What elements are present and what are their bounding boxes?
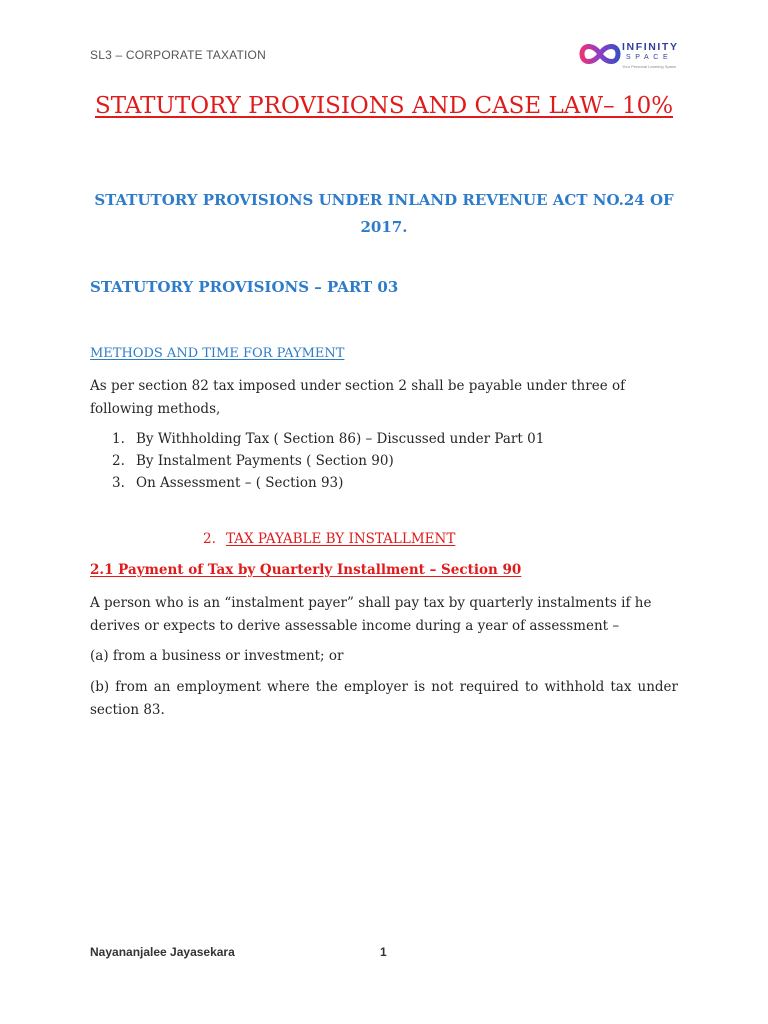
methods-heading: METHODS AND TIME FOR PAYMENT [90, 346, 345, 361]
infinity-icon [578, 40, 622, 68]
list-item: 2. By Instalment Payments ( Section 90) [112, 453, 394, 469]
section-2-heading: 2. TAX PAYABLE BY INSTALLMENT [203, 531, 456, 547]
footer-author: Nayananjalee Jayasekara [90, 945, 235, 959]
logo-subtitle: SPACE [626, 54, 673, 61]
methods-intro-paragraph: As per section 82 tax imposed under section 2 shall be payable under three of following methods, [90, 378, 626, 417]
part-heading: STATUTORY PROVISIONS – PART 03 [90, 278, 399, 296]
clause-b: (b) from an employment where the employer is not required to withhold tax under section 83. [90, 679, 678, 718]
document-title: STATUTORY PROVISIONS AND CASE LAW– 10% [94, 93, 674, 119]
list-item: 3. On Assessment – ( Section 93) [112, 475, 344, 491]
methods-list [112, 428, 544, 494]
section-2-1-heading: 2.1 Payment of Tax by Quarterly Installment – Section 90 [90, 562, 522, 578]
clause-a: (a) from a business or investment; or [90, 648, 344, 664]
infinity-space-logo [578, 38, 688, 72]
instalment-payer-paragraph: A person who is an “instalment payer” shall pay tax by quarterly instalments if he derives or expects to derive assessable income during a year of assessment – [90, 595, 652, 634]
list-item: 1. By Withholding Tax ( Section 86) – Discussed under Part 01 [112, 431, 545, 447]
logo-wordmark: INFINITY [622, 41, 679, 53]
logo-tagline: Your Personal Learning Space [622, 64, 677, 69]
page-number: 1 [380, 945, 387, 959]
document-header: SL3 – CORPORATE TAXATION [90, 48, 266, 62]
act-subtitle: STATUTORY PROVISIONS UNDER INLAND REVENUE ACT NO.24 OF 2017. [94, 191, 674, 236]
